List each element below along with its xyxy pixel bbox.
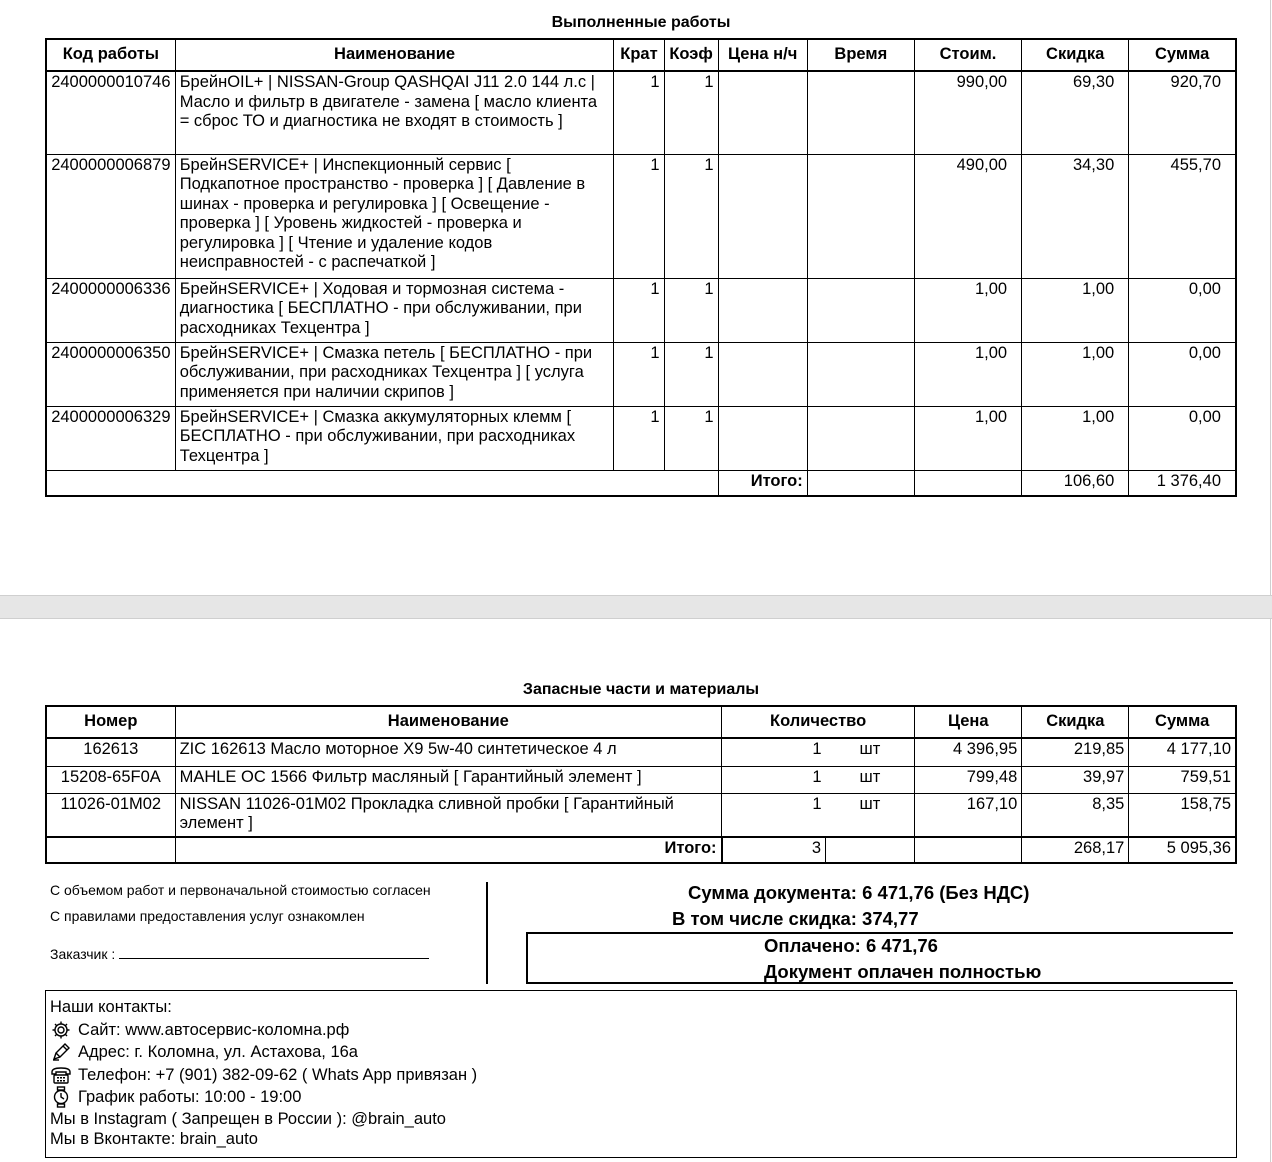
part-unit: шт xyxy=(826,793,915,837)
work-discount: 34,30 xyxy=(1022,154,1129,278)
contact-site xyxy=(50,1019,1232,1042)
work-cost: 1,00 xyxy=(914,278,1021,342)
works-total-spacer xyxy=(46,470,718,496)
col-name: Наименование xyxy=(175,39,614,71)
contact-hours xyxy=(50,1086,1232,1109)
col-discount: Скидка xyxy=(1022,39,1129,71)
work-koef: 1 xyxy=(664,406,718,470)
phone-text: Телефон: +7 (901) 382-09-62 ( Whats App привязан ) xyxy=(78,1065,478,1084)
part-sum: 4 177,10 xyxy=(1129,738,1236,766)
works-total-time xyxy=(807,470,914,496)
work-cost: 490,00 xyxy=(914,154,1021,278)
site-text: Сайт: www.автосервис-коломна.рф xyxy=(78,1020,350,1039)
work-sum: 0,00 xyxy=(1129,406,1236,470)
work-sum: 920,70 xyxy=(1129,71,1236,154)
work-code: 2400000006879 xyxy=(46,154,175,278)
work-sum: 0,00 xyxy=(1129,342,1236,406)
part-price: 4 396,95 xyxy=(915,738,1022,766)
work-discount: 1,00 xyxy=(1022,342,1129,406)
works-total-cost xyxy=(914,470,1021,496)
parts-table xyxy=(45,705,1237,864)
customer-signature xyxy=(50,946,429,962)
work-name: БрейнSERVICE+ | Ходовая и тормозная система - диагностика [ БЕСПЛАТНО - при обслуживании, при расходниках Техцентра ] xyxy=(175,278,614,342)
work-time xyxy=(807,278,914,342)
col-time: Время xyxy=(807,39,914,71)
parts-total-price xyxy=(915,837,1022,863)
table-row xyxy=(46,342,1236,406)
work-discount: 1,00 xyxy=(1022,406,1129,470)
table-row xyxy=(46,71,1236,154)
col-krat: Крат xyxy=(614,39,664,71)
work-sum: 455,70 xyxy=(1129,154,1236,278)
col-sum: Сумма xyxy=(1129,39,1236,71)
part-qty: 1 xyxy=(722,793,826,837)
work-krat: 1 xyxy=(614,406,664,470)
work-discount: 1,00 xyxy=(1022,278,1129,342)
parts-header-row xyxy=(46,706,1236,738)
table-row xyxy=(46,738,1236,766)
parts-total-spacer xyxy=(46,837,175,863)
work-cost: 1,00 xyxy=(914,406,1021,470)
parts-total-discount: 268,17 xyxy=(1022,837,1129,863)
page-right-edge xyxy=(1270,0,1271,595)
part-discount: 219,85 xyxy=(1022,738,1129,766)
work-time xyxy=(807,154,914,278)
signature-line xyxy=(119,948,429,959)
parts-total-qty: 3 xyxy=(722,837,826,863)
contact-instagram: Мы в Instagram ( Запрещен в России ): @brain_auto xyxy=(50,1109,446,1128)
contact-phone xyxy=(50,1064,1232,1087)
pen-icon xyxy=(50,1042,72,1062)
parts-title: Запасные части и материалы xyxy=(522,681,760,698)
col-number: Номер xyxy=(46,706,175,738)
work-price-nh xyxy=(718,406,807,470)
parts-total-unit xyxy=(826,837,915,863)
work-code: 2400000006336 xyxy=(46,278,175,342)
part-sum: 158,75 xyxy=(1129,793,1236,837)
work-krat: 1 xyxy=(614,154,664,278)
table-row xyxy=(46,766,1236,793)
work-koef: 1 xyxy=(664,278,718,342)
part-number: 15208-65F0A xyxy=(46,766,175,793)
table-row xyxy=(46,154,1236,278)
parts-total-sum: 5 095,36 xyxy=(1129,837,1236,863)
part-unit: шт xyxy=(826,738,915,766)
col-sum: Сумма xyxy=(1129,706,1236,738)
document-sum: Сумма документа: 6 471,76 (Без НДС) xyxy=(688,882,1030,903)
work-code: 2400000006350 xyxy=(46,342,175,406)
paid-status: Документ оплачен полностью xyxy=(764,961,1042,982)
work-name: БрейнOIL+ | NISSAN-Group QASHQAI J11 2.0 144 л.с | Масло и фильтр в двигателе - замена [ масло клиента = сброс ТО и диагностика не входят в стоимость ] xyxy=(175,71,614,154)
customer-label: Заказчик : xyxy=(50,946,116,962)
work-krat: 1 xyxy=(614,71,664,154)
work-price-nh xyxy=(718,342,807,406)
works-total-discount: 106,60 xyxy=(1022,470,1129,496)
table-row xyxy=(46,278,1236,342)
part-unit: шт xyxy=(826,766,915,793)
work-koef: 1 xyxy=(664,71,718,154)
contact-vk: Мы в Вконтакте: brain_auto xyxy=(50,1129,258,1148)
page-right-edge xyxy=(1270,619,1271,1162)
work-cost: 990,00 xyxy=(914,71,1021,154)
part-qty: 1 xyxy=(722,738,826,766)
part-price: 799,48 xyxy=(915,766,1022,793)
col-discount: Скидка xyxy=(1022,706,1129,738)
contacts-heading xyxy=(50,996,1232,1019)
col-cost: Стоим. xyxy=(914,39,1021,71)
part-sum: 759,51 xyxy=(1129,766,1236,793)
work-name: БрейнSERVICE+ | Инспекционный сервис [ Подкапотное пространство - проверка ] [ Давление в шинах - проверка и регулировка ] [ Освещение - проверка ] [ Уровень жидкостей - проверка и регулировка ] [ Чтение и удаление кодов неисправностей - с распечаткой ] xyxy=(175,154,614,278)
works-total-row xyxy=(46,470,1236,496)
work-price-nh xyxy=(718,154,807,278)
contact-address xyxy=(50,1041,1232,1064)
work-price-nh xyxy=(718,71,807,154)
work-koef: 1 xyxy=(664,342,718,406)
address-text: Адрес: г. Коломна, ул. Астахова, 16а xyxy=(78,1043,358,1061)
col-qty: Количество xyxy=(722,706,915,738)
gear-icon xyxy=(50,1020,72,1040)
works-total-sum: 1 376,40 xyxy=(1129,470,1236,496)
works-total-label: Итого: xyxy=(718,470,807,496)
divider xyxy=(486,882,488,984)
part-name: ZIC 162613 Масло моторное X9 5w-40 синтетическое 4 л xyxy=(175,738,721,766)
part-name: NISSAN 11026-01M02 Прокладка сливной пробки [ Гарантийный элемент ] xyxy=(175,793,721,837)
parts-total-label: Итого: xyxy=(175,837,721,863)
work-discount: 69,30 xyxy=(1022,71,1129,154)
work-code: 2400000010746 xyxy=(46,71,175,154)
table-row xyxy=(46,793,1236,837)
phone-icon xyxy=(50,1065,72,1085)
consent-rules: С правилами предоставления услуг ознакомлен xyxy=(50,908,365,924)
contacts-box xyxy=(45,990,1237,1158)
discount-total: В том числе скидка: 374,77 xyxy=(672,908,919,929)
work-time xyxy=(807,342,914,406)
col-price: Цена xyxy=(915,706,1022,738)
part-discount: 39,97 xyxy=(1022,766,1129,793)
page-separator xyxy=(0,595,1272,619)
col-code: Код работы xyxy=(46,39,175,71)
work-sum: 0,00 xyxy=(1129,278,1236,342)
works-header-row xyxy=(46,39,1236,71)
work-price-nh xyxy=(718,278,807,342)
work-time xyxy=(807,71,914,154)
work-krat: 1 xyxy=(614,342,664,406)
col-price-nh: Цена н/ч xyxy=(718,39,807,71)
table-row xyxy=(46,406,1236,470)
watch-icon xyxy=(50,1086,72,1108)
consent-scope: С объемом работ и первоначальной стоимостью согласен xyxy=(50,882,431,898)
part-number: 11026-01M02 xyxy=(46,793,175,837)
work-krat: 1 xyxy=(614,278,664,342)
col-name: Наименование xyxy=(175,706,721,738)
part-price: 167,10 xyxy=(915,793,1022,837)
parts-total-row xyxy=(46,837,1236,863)
part-number: 162613 xyxy=(46,738,175,766)
work-name: БрейнSERVICE+ | Смазка петель [ БЕСПЛАТНО - при обслуживании, при расходниках Техцентра ] [ услуга применяется при наличии скрипов ] xyxy=(175,342,614,406)
paid-amount: Оплачено: 6 471,76 xyxy=(764,935,938,956)
part-name: MAHLE OC 1566 Фильтр масляный [ Гарантийный элемент ] xyxy=(175,766,721,793)
work-koef: 1 xyxy=(664,154,718,278)
part-qty: 1 xyxy=(722,766,826,793)
work-name: БрейнSERVICE+ | Смазка аккумуляторных клемм [ БЕСПЛАТНО - при обслуживании, при расходниках Техцентра ] xyxy=(175,406,614,470)
col-koef: Коэф xyxy=(664,39,718,71)
contacts-heading-text: Наши контакты: xyxy=(50,998,172,1016)
works-table xyxy=(45,38,1237,497)
works-title: Выполненные работы xyxy=(551,14,731,31)
work-code: 2400000006329 xyxy=(46,406,175,470)
part-discount: 8,35 xyxy=(1022,793,1129,837)
work-time xyxy=(807,406,914,470)
hours-text: График работы: 10:00 - 19:00 xyxy=(78,1088,302,1106)
work-cost: 1,00 xyxy=(914,342,1021,406)
